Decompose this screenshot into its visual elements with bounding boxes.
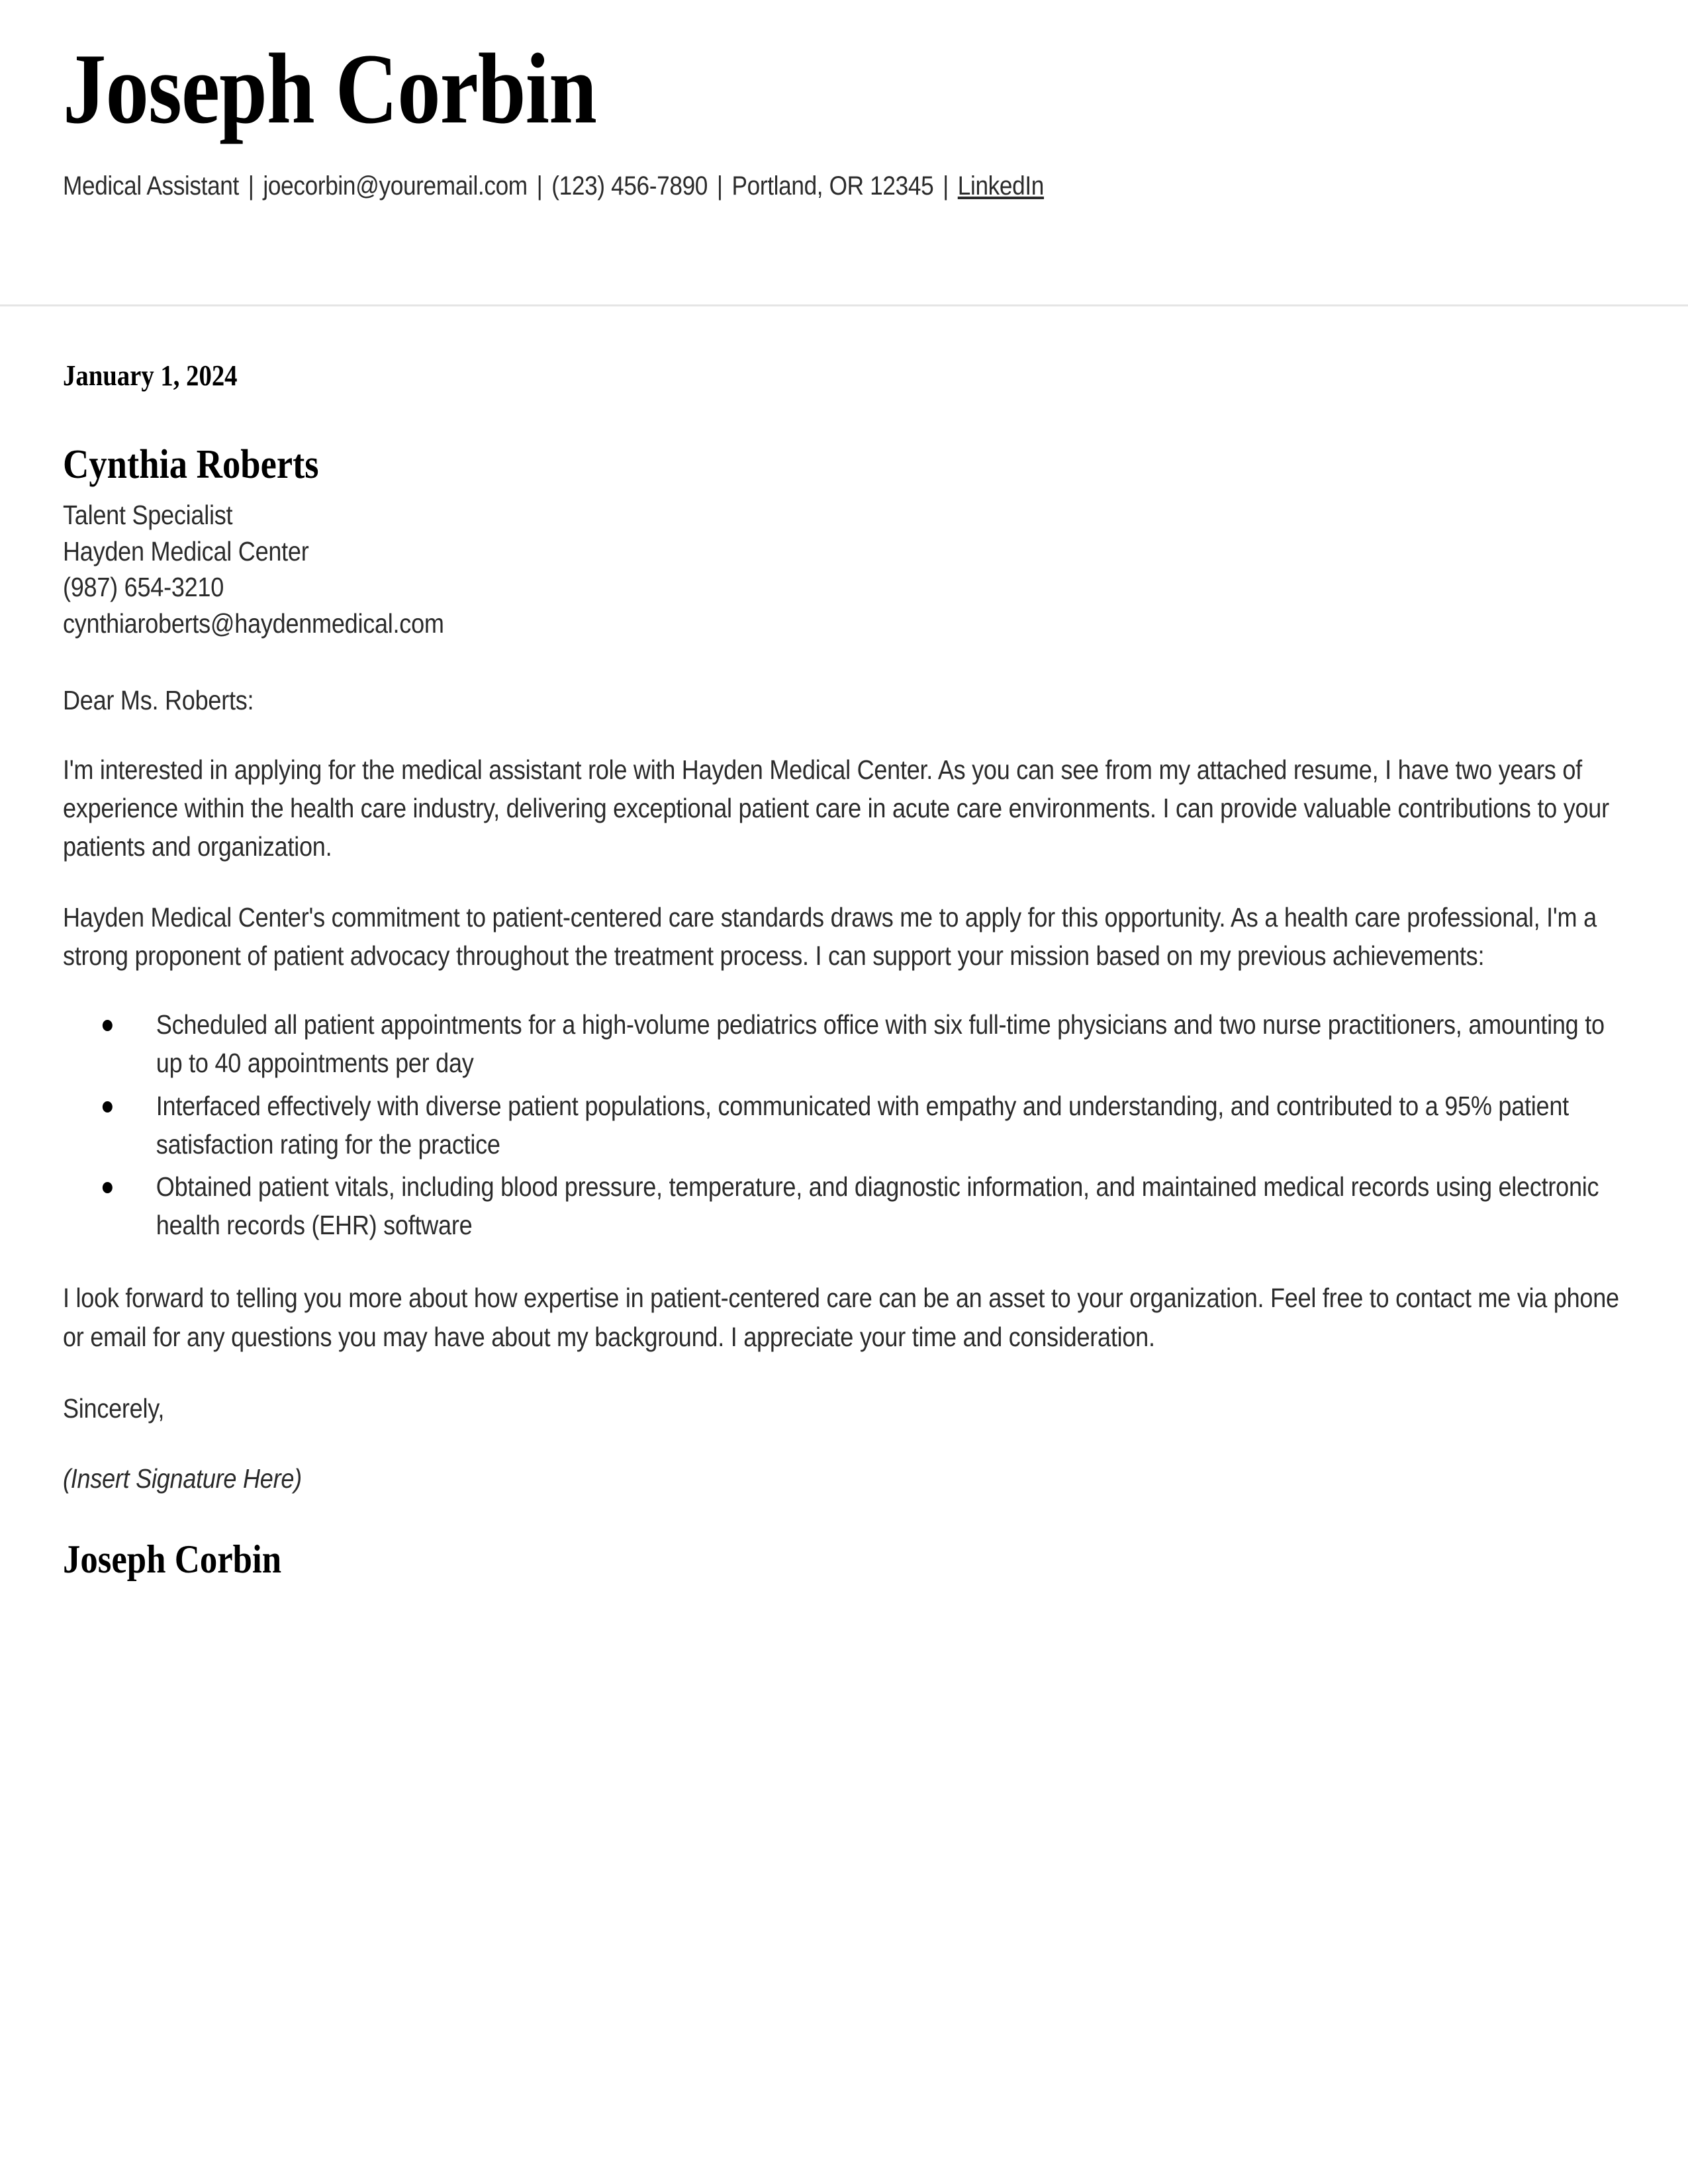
recipient-phone: (987) 654-3210: [63, 572, 224, 603]
closing-paragraph: I look forward to telling you more about how expertise in patient-centered care can be an asset to your organization. Feel free to contact me via phone or email for any questions you may have about my background. I appreciate your time and consideration.: [63, 1283, 1619, 1352]
recipient-block: [63, 440, 1624, 641]
header-location: Portland, OR 12345: [731, 171, 934, 201]
recipient-title: Talent Specialist: [63, 500, 233, 531]
sign-off: Sincerely,: [63, 1392, 165, 1424]
recipient-name: Cynthia Roberts: [63, 442, 319, 487]
header-email[interactable]: joecorbin@youremail.com: [263, 171, 528, 201]
header-job-title: Medical Assistant: [63, 171, 239, 201]
salutation: Dear Ms. Roberts:: [63, 685, 254, 716]
page-title: Joseph Corbin: [63, 33, 597, 144]
signature-placeholder: (Insert Signature Here): [63, 1463, 302, 1494]
letter-date: January 1, 2024: [63, 359, 238, 392]
separator-1: |: [248, 171, 254, 201]
recipient-company: Hayden Medical Center: [63, 535, 309, 567]
linkedin-link[interactable]: LinkedIn: [957, 171, 1045, 201]
contact-info-line: [63, 168, 1438, 204]
header-phone[interactable]: (123) 456-7890: [551, 171, 708, 201]
separator-3: |: [716, 171, 723, 201]
letter-body: [63, 357, 1625, 1583]
body-paragraph-1: I'm interested in applying for the medical assistant role with Hayden Medical Center. As you can see from my attached resume, I have two years of experience within the health care industry, delivering exceptional patient care in acute care environments. I can provide valuable contributions to your patients and organization.: [63, 754, 1609, 862]
letter-header: [0, 0, 1688, 204]
header-divider: [0, 304, 1688, 306]
signature-name: Joseph Corbin: [63, 1537, 282, 1581]
list-item: Obtained patient vitals, including blood pressure, temperature, and diagnostic information, and maintained medical records using electronic health records (EHR) software: [63, 1167, 1624, 1244]
achievements-list: [63, 1005, 1624, 1244]
recipient-email: cynthiaroberts@haydenmedical.com: [63, 608, 444, 639]
body-paragraph-2: Hayden Medical Center's commitment to patient-centered care standards draws me to apply for this opportunity. As a health care professional, I'm a strong proponent of patient advocacy throughout the treatment process. I can support your mission based on my previous achievements:: [63, 901, 1597, 971]
list-item: Scheduled all patient appointments for a high-volume pediatrics office with six full-time physicians and two nurse practitioners, amounting to up to 40 appointments per day: [63, 1005, 1624, 1082]
separator-2: |: [536, 171, 543, 201]
separator-4: |: [943, 171, 949, 201]
list-item: Interfaced effectively with diverse patient populations, communicated with empathy and understanding, and contributed to a 95% patient satisfaction rating for the practice: [63, 1087, 1624, 1163]
